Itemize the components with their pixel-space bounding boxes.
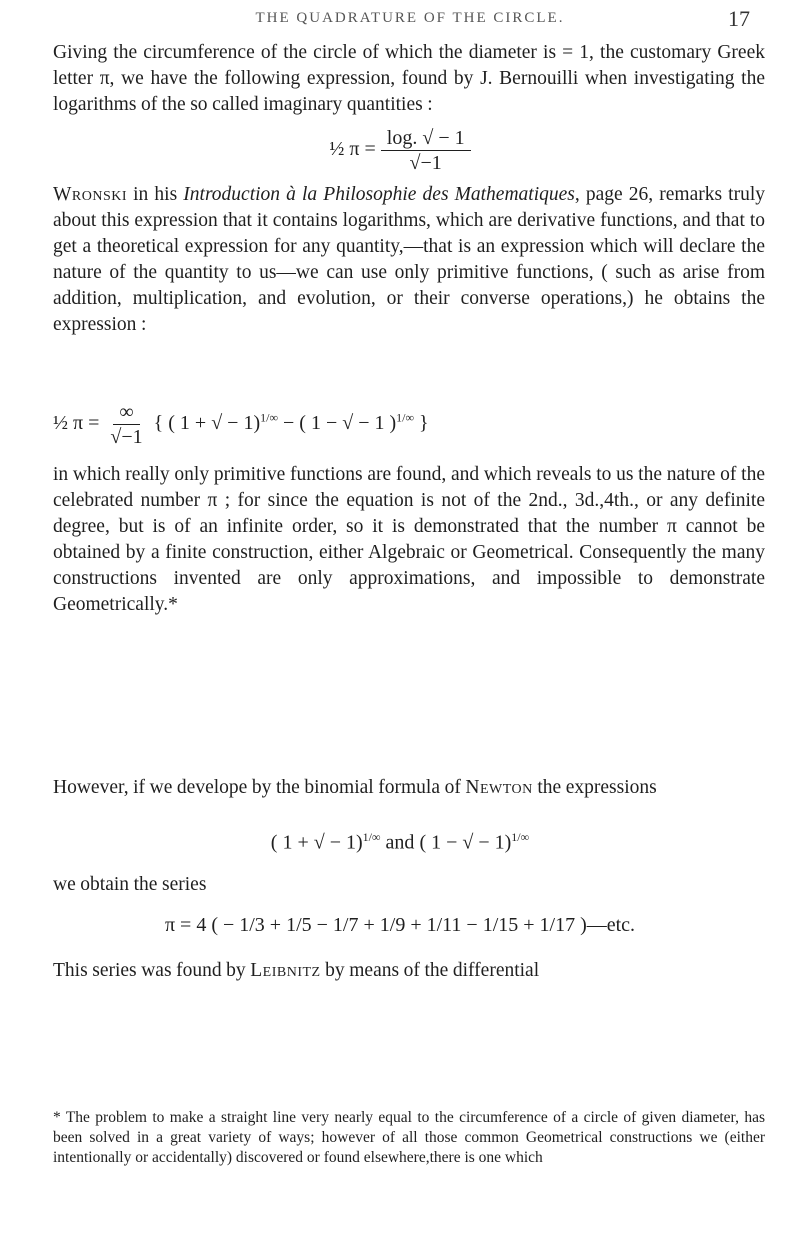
fraction: $\frac{\infty}{√-1}$: [110, 401, 143, 448]
equation-series: π = 4 ( − 1/3 + 1/5 − 1/7 + 1/9 + 1/11 − 1/15 + 1/17 )—etc.: [164, 914, 636, 936]
fraction: $\frac{\log. √ - 1}{√-1}$: [381, 126, 471, 175]
running-head: THE QUADRATURE OF THE CIRCLE.: [255, 10, 565, 26]
paragraph-5: we obtain the series: [53, 874, 207, 895]
paragraph-2: Wronski in his Introduction à la Philosophie des Mathematiques, page 26, remarks truly about this expression that it contains logarithms, which are derivative functions, and that to get a theoretical expression for any quantity,—that is an expression which will declare the nature of the quantity to us—we can use only primitive functions, ( such as arise from addition, multiplication, and evolution, or their converse operations,) he obtains the expression :: [53, 184, 765, 335]
page-number: 17: [728, 6, 750, 31]
page-header: [60, 6, 760, 36]
paragraph-3: in which really only primitive functions are found, and which reveals to us the nature of the celebrated number π ; for since the equation is not of the 2nd., 3d.,4th., or any definite degree, but is of an infinite order, so it is demonstrated that the number π cannot be obtained by a finite construction, either Algebraic or Geometrical. Consequently the many constructions invented are only approximations, and impossible to demonstrate Geometrically.*: [53, 464, 765, 615]
equation-binomial: ( 1 + √ − 1)$^{1/\infty}$ and ( 1 − √ − 1)$^{1/\infty}$: [270, 830, 530, 854]
paragraph-4: However, if we develope by the binomial formula of Newton the expressions: [53, 777, 657, 798]
footnote: * The problem to make a straight line very nearly equal to the circumference of a circle of given diameter, has been solved in a great variety of ways; however of all those common Geometrical constructions we (either intentionally or accidentally) discovered or found elsewhere,there is one which: [53, 1109, 765, 1166]
paragraph-1: Giving the circumference of the circle of which the diameter is = 1, the customary Greek letter π, we have the following expression, found by J. Bernouilli when investigating the logarithms of the so called imaginary quantities :: [53, 42, 765, 115]
equation-bernouilli: ½ π = $\frac{\log. √ - 1}{√-1}$: [200, 126, 600, 175]
equation-wronski: ½ π = $\frac{\infty}{√-1}$ { ( 1 + √ − 1)$^{1/\infty}$ − ( 1 − √ − 1 )$^{1/\infty}$ }: [53, 401, 429, 448]
paragraph-6: This series was found by Leibnitz by means of the differential: [53, 960, 540, 981]
